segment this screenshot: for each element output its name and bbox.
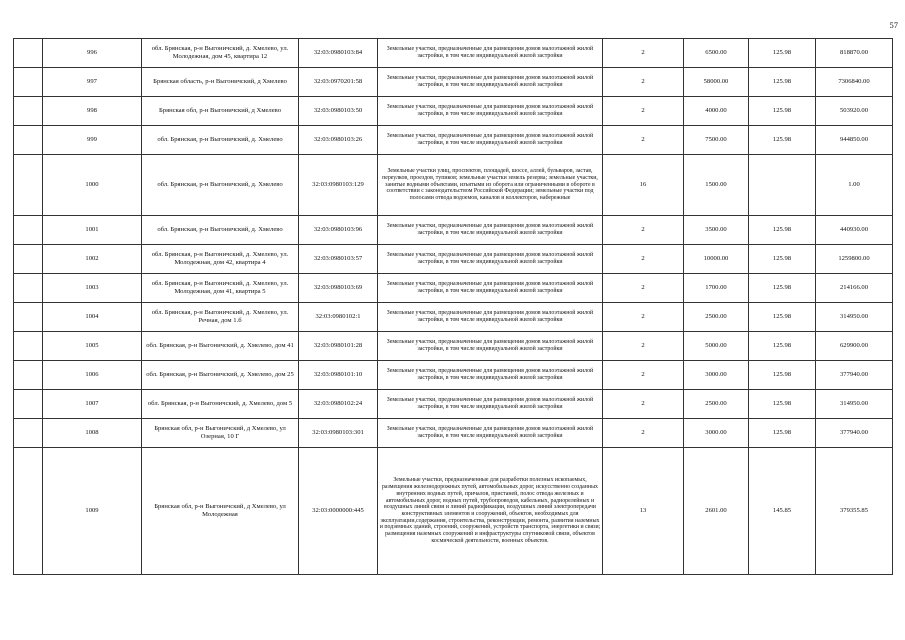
table-row <box>14 39 893 68</box>
cadastral-value-cell: 379355.85 <box>816 448 893 575</box>
row-margin-cell <box>14 448 43 575</box>
cadastral-number: 32:03:0000000:445 <box>299 448 378 575</box>
cadastral-value-cell: 818870.00 <box>816 39 893 68</box>
area-cell: 5000.00 <box>684 332 749 361</box>
cadastral-value-cell: 629900.00 <box>816 332 893 361</box>
row-margin-cell <box>14 97 43 126</box>
row-number: 1000 <box>43 155 142 216</box>
cadastral-number: 32:03:0980103:50 <box>299 97 378 126</box>
cadastral-number: 32:03:0980101:28 <box>299 332 378 361</box>
cadastral-number: 32:03:0980103:301 <box>299 419 378 448</box>
cadastral-value-cell: 377940.00 <box>816 419 893 448</box>
cadastral-number: 32:03:0970201:58 <box>299 68 378 97</box>
cadastral-value-cell: 314950.00 <box>816 303 893 332</box>
type-code-cell: 2 <box>603 216 684 245</box>
address-cell: обл. Брянская, р-н Выгоничский, д. Хмелево <box>142 155 299 216</box>
type-code-cell: 2 <box>603 332 684 361</box>
rate-cell: 125.98 <box>749 216 816 245</box>
land-purpose-cell: Земельные участки, предназначенные для размещения домов малоэтажной жилой застройки, в том числе индивидуальной жилой застройки <box>378 97 603 126</box>
area-cell: 1500.00 <box>684 155 749 216</box>
table-row <box>14 303 893 332</box>
area-cell: 10000.00 <box>684 245 749 274</box>
type-code-cell: 2 <box>603 303 684 332</box>
cadastral-number: 32:03:0980103:129 <box>299 155 378 216</box>
area-cell: 3500.00 <box>684 216 749 245</box>
row-margin-cell <box>14 155 43 216</box>
rate-cell: 125.98 <box>749 39 816 68</box>
address-cell: обл. Брянская, р-н Выгоничский, д. Хмелево, дом 41 <box>142 332 299 361</box>
rate-cell <box>749 155 816 216</box>
row-number: 997 <box>43 68 142 97</box>
table-row <box>14 274 893 303</box>
table-row <box>14 155 893 216</box>
rate-cell: 125.98 <box>749 332 816 361</box>
address-cell: обл. Брянская, р-н Выгоничский, д. Хмелево, ул. Речная, дом 1.б <box>142 303 299 332</box>
row-margin-cell <box>14 245 43 274</box>
address-cell: обл. Брянская, р-н Выгоничский, д. Хмелево <box>142 126 299 155</box>
row-number: 1004 <box>43 303 142 332</box>
area-cell: 3000.00 <box>684 361 749 390</box>
row-margin-cell <box>14 68 43 97</box>
rate-cell: 125.98 <box>749 303 816 332</box>
row-margin-cell <box>14 39 43 68</box>
land-purpose-cell: Земельные участки, предназначенные для размещения домов малоэтажной жилой застройки, в том числе индивидуальной жилой застройки <box>378 419 603 448</box>
land-purpose-cell: Земельные участки, предназначенные для размещения домов малоэтажной жилой застройки, в том числе индивидуальной жилой застройки <box>378 245 603 274</box>
row-number: 1008 <box>43 419 142 448</box>
area-cell: 4000.00 <box>684 97 749 126</box>
row-margin-cell <box>14 216 43 245</box>
address-cell: обл. Брянская, р-н Выгоничский, д. Хмелево, ул. Молодежная, дом 42, квартира 4 <box>142 245 299 274</box>
land-purpose-cell: Земельные участки, предназначенные для размещения домов малоэтажной жилой застройки, в том числе индивидуальной жилой застройки <box>378 303 603 332</box>
area-cell: 2601.00 <box>684 448 749 575</box>
type-code-cell: 2 <box>603 39 684 68</box>
area-cell: 2500.00 <box>684 303 749 332</box>
land-purpose-cell: Земельные участки, предназначенные для размещения домов малоэтажной жилой застройки, в том числе индивидуальной жилой застройки <box>378 216 603 245</box>
type-code-cell: 13 <box>603 448 684 575</box>
cadastral-value-cell: 440930.00 <box>816 216 893 245</box>
cadastral-number: 32:03:0980102:1 <box>299 303 378 332</box>
cadastral-value-cell: 7306840.00 <box>816 68 893 97</box>
cadastral-value-cell: 1.00 <box>816 155 893 216</box>
table-row <box>14 419 893 448</box>
row-margin-cell <box>14 303 43 332</box>
land-purpose-cell: Земельные участки, предназначенные для размещения домов малоэтажной жилой застройки, в том числе индивидуальной жилой застройки <box>378 274 603 303</box>
address-cell: обл. Брянская, р-н Выгоничский, д. Хмелево, дом 25 <box>142 361 299 390</box>
cadastral-number: 32:03:0980103:69 <box>299 274 378 303</box>
row-margin-cell <box>14 332 43 361</box>
type-code-cell: 2 <box>603 419 684 448</box>
registry-body <box>14 39 893 575</box>
table-row <box>14 126 893 155</box>
area-cell: 58000.00 <box>684 68 749 97</box>
area-cell: 2500.00 <box>684 390 749 419</box>
address-cell: Брянская область, р-н Выгоничский, д Хмелево <box>142 68 299 97</box>
row-number: 1003 <box>43 274 142 303</box>
cadastral-value-cell: 944850.00 <box>816 126 893 155</box>
land-purpose-cell: Земельные участки, предназначенные для размещения домов малоэтажной жилой застройки, в том числе индивидуальной жилой застройки <box>378 332 603 361</box>
type-code-cell: 2 <box>603 97 684 126</box>
row-margin-cell <box>14 419 43 448</box>
row-number: 999 <box>43 126 142 155</box>
cadastral-number: 32:03:0980103:84 <box>299 39 378 68</box>
area-cell: 7500.00 <box>684 126 749 155</box>
address-cell: обл. Брянская, р-н Выгоничский, д. Хмелево, дом 5 <box>142 390 299 419</box>
address-cell: Брянская обл, р-н Выгоничский, д Хмелево, ул Озерная, 10 Г <box>142 419 299 448</box>
cadastral-value-cell: 377940.00 <box>816 361 893 390</box>
address-cell: обл. Брянская, р-н Выгоничский, д. Хмелево, ул. Молодежная, дом 41, квартира 5 <box>142 274 299 303</box>
rate-cell: 125.98 <box>749 274 816 303</box>
row-number: 1009 <box>43 448 142 575</box>
cadastral-value-cell: 1259800.00 <box>816 245 893 274</box>
land-purpose-cell: Земельные участки, предназначенные для размещения домов малоэтажной жилой застройки, в том числе индивидуальной жилой застройки <box>378 39 603 68</box>
land-purpose-cell: Земельные участки улиц, проспектов, площадей, шоссе, аллей, бульваров, застав, переулков, проездов, тупиков; земельные участки земель резерва; земельные участки, занятые водными объектами, изъятыми из оборота или ограниченными в обороте в соответствии с законодательством Российской Федерации; земельные участки под полосами отвода водоемов, каналов и коллекторов, набережные <box>378 155 603 216</box>
cadastral-number: 32:03:0980103:57 <box>299 245 378 274</box>
row-number: 1006 <box>43 361 142 390</box>
land-purpose-cell: Земельные участки, предназначенные для разработки полезных ископаемых, размещения железнодорожных путей, автомобильных дорог, искусственно созданных внутренних водных путей, причалов, пристаней, полос отвода железных и автомобильных дорог, водных путей, трубопроводов, кабельных, радиорелейных и воздушных линий связи и линий радиофикации, воздушных линий электропередачи конструктивных элементов и сооружений, объектов, необходимых для эксплуатации,содержания, строительства, реконструкции, ремонта, развития наземных и подземных зданий, строений, сооружений, устройств транспорта, энергетики и связи; размещения наземных сооружений и инфраструктуры спутниковой связи, объектов космической деятельности, военных объектов. <box>378 448 603 575</box>
cadastral-number: 32:03:0980102:24 <box>299 390 378 419</box>
rate-cell: 125.98 <box>749 245 816 274</box>
row-margin-cell <box>14 390 43 419</box>
row-number: 1007 <box>43 390 142 419</box>
cadastral-number: 32:03:0980101:10 <box>299 361 378 390</box>
cadastral-number: 32:03:0980103:96 <box>299 216 378 245</box>
table-row <box>14 332 893 361</box>
table-row <box>14 68 893 97</box>
row-number: 998 <box>43 97 142 126</box>
type-code-cell: 2 <box>603 274 684 303</box>
land-purpose-cell: Земельные участки, предназначенные для размещения домов малоэтажной жилой застройки, в том числе индивидуальной жилой застройки <box>378 361 603 390</box>
type-code-cell: 2 <box>603 390 684 419</box>
table-row <box>14 361 893 390</box>
row-number: 996 <box>43 39 142 68</box>
address-cell: обл. Брянская, р-н Выгоничский, д. Хмелево, ул. Молодежная, дом 45, квартира 12 <box>142 39 299 68</box>
page-number: 57 <box>889 20 898 30</box>
row-margin-cell <box>14 274 43 303</box>
table-row <box>14 245 893 274</box>
rate-cell: 145.85 <box>749 448 816 575</box>
row-number: 1002 <box>43 245 142 274</box>
cadastral-value-cell: 214166.00 <box>816 274 893 303</box>
address-cell: обл. Брянская, р-н Выгоничский, д. Хмелево <box>142 216 299 245</box>
area-cell: 1700.00 <box>684 274 749 303</box>
type-code-cell: 2 <box>603 126 684 155</box>
table-row <box>14 97 893 126</box>
rate-cell: 125.98 <box>749 419 816 448</box>
land-purpose-cell: Земельные участки, предназначенные для размещения домов малоэтажной жилой застройки, в том числе индивидуальной жилой застройки <box>378 390 603 419</box>
row-number: 1001 <box>43 216 142 245</box>
table-row <box>14 216 893 245</box>
land-purpose-cell: Земельные участки, предназначенные для размещения домов малоэтажной жилой застройки, в том числе индивидуальной жилой застройки <box>378 126 603 155</box>
rate-cell: 125.98 <box>749 97 816 126</box>
table-row <box>14 448 893 575</box>
area-cell: 6500.00 <box>684 39 749 68</box>
row-margin-cell <box>14 361 43 390</box>
type-code-cell: 16 <box>603 155 684 216</box>
land-registry-table <box>13 38 893 575</box>
rate-cell: 125.98 <box>749 361 816 390</box>
rate-cell: 125.98 <box>749 68 816 97</box>
address-cell: Брянская обл, р-н Выгоничский, д Хмелево <box>142 97 299 126</box>
table-row <box>14 390 893 419</box>
type-code-cell: 2 <box>603 68 684 97</box>
type-code-cell: 2 <box>603 361 684 390</box>
address-cell: Брянская обл, р-н Выгоничский, д Хмелево, ул Молодежная <box>142 448 299 575</box>
row-margin-cell <box>14 126 43 155</box>
area-cell: 3000.00 <box>684 419 749 448</box>
cadastral-number: 32:03:0980103:26 <box>299 126 378 155</box>
cadastral-value-cell: 503920.00 <box>816 97 893 126</box>
land-purpose-cell: Земельные участки, предназначенные для размещения домов малоэтажной жилой застройки, в том числе индивидуальной жилой застройки <box>378 68 603 97</box>
rate-cell: 125.98 <box>749 126 816 155</box>
row-number: 1005 <box>43 332 142 361</box>
type-code-cell: 2 <box>603 245 684 274</box>
cadastral-value-cell: 314950.00 <box>816 390 893 419</box>
rate-cell: 125.98 <box>749 390 816 419</box>
